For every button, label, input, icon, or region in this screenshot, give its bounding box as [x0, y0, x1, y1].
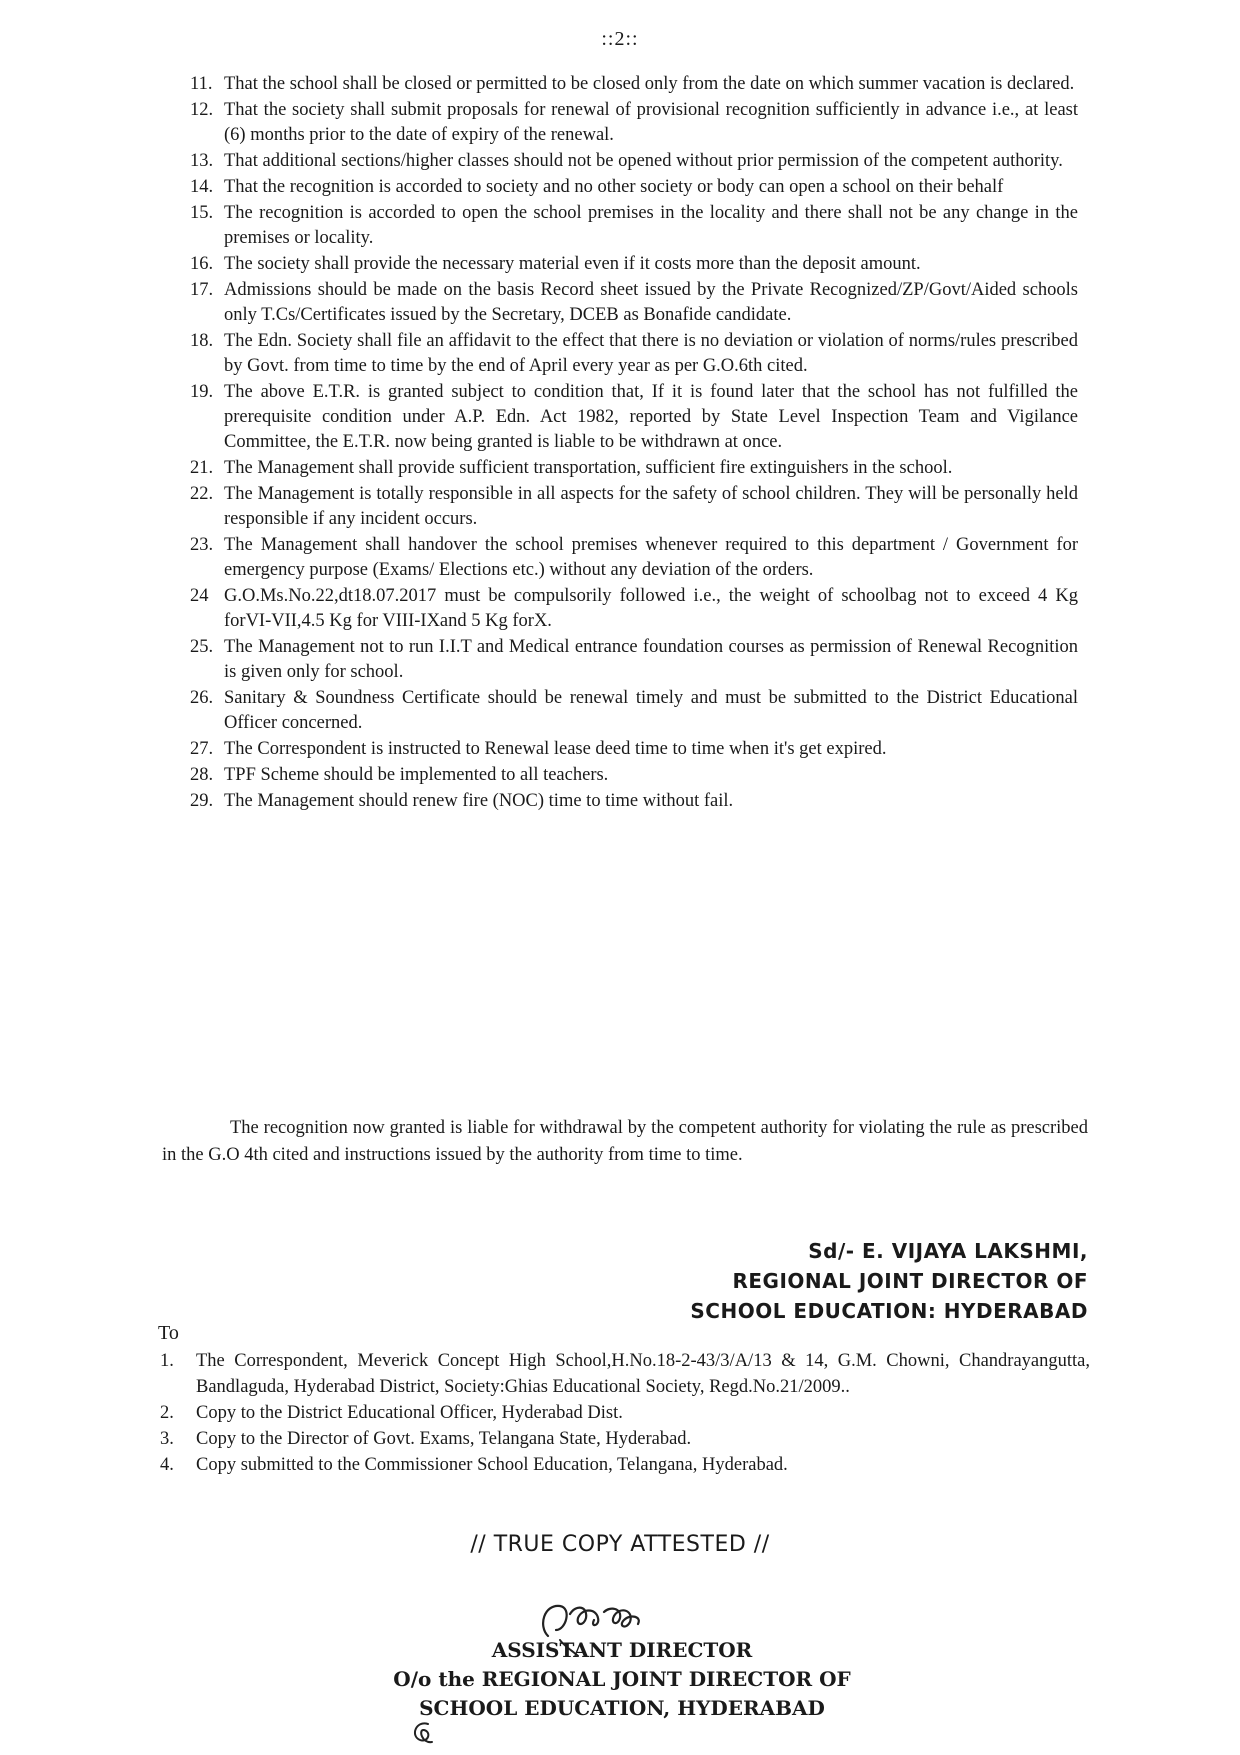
- condition-item: [190, 763, 1078, 788]
- condition-item-text: That the society shall submit proposals for renewal of provisional recognition sufficiently in advance i.e., at least (6) months prior to the date of expiry of the renewal.: [224, 100, 1078, 145]
- condition-item: [190, 533, 1078, 583]
- recipient-item-text: The Correspondent, Meverick Concept High School,H.No.18-2-43/3/A/13 & 14, G.M. Chowni, Chandrayangutta, Bandlaguda, Hyderabad District, Society:Ghias Educational Society, Regd.No.21/2009..: [196, 1351, 1090, 1397]
- condition-item-text: The Management is totally responsible in all aspects for the safety of school children. They will be personally held responsible if any incident occurs.: [224, 484, 1078, 529]
- condition-item-text: TPF Scheme should be implemented to all teachers.: [224, 765, 609, 785]
- condition-item: [190, 98, 1078, 148]
- condition-item: [190, 456, 1078, 481]
- true-copy-attested: // TRUE COPY ATTESTED //: [470, 1532, 770, 1557]
- handwritten-initial: [408, 1718, 438, 1748]
- condition-item-text: G.O.Ms.No.22,dt18.07.2017 must be compulsorily followed i.e., the weight of schoolbag not to exceed 4 Kg forVI-VII,4.5 Kg for VIII-IXand 5 Kg forX.: [224, 586, 1078, 631]
- condition-item-text: The society shall provide the necessary material even if it costs more than the deposit amount.: [224, 254, 921, 274]
- condition-item-number: 16.: [190, 254, 214, 274]
- recipient-item: [160, 1348, 1090, 1400]
- recipient-item-number: 3.: [160, 1429, 174, 1449]
- condition-item-number: 17.: [190, 280, 214, 300]
- recipient-item-text: Copy to the Director of Govt. Exams, Telangana State, Hyderabad.: [196, 1429, 692, 1449]
- condition-item: [190, 584, 1078, 634]
- condition-item-text: The above E.T.R. is granted subject to condition that, If it is found later that the school has not fulfilled the prerequisite condition under A.P. Edn. Act 1982, reported by State Level Inspection Team and Vigilance Committee, the E.T.R. now being granted is liable to be withdrawn at once.: [224, 382, 1078, 452]
- condition-item-number: 14.: [190, 177, 214, 197]
- signatory-name: Sd/- E. VIJAYA LAKSHMI,: [808, 1239, 1088, 1263]
- condition-item-text: Admissions should be made on the basis Record sheet issued by the Private Recognized/ZP/Govt/Aided schools only T.Cs/Certificates issued by the Secretary, DCEB as Bonafide candidate.: [224, 280, 1078, 325]
- condition-item: [190, 635, 1078, 685]
- condition-item: [190, 380, 1078, 455]
- condition-item-number: 24: [190, 586, 209, 606]
- recipient-item-number: 2.: [160, 1403, 174, 1423]
- condition-item-number: 21.: [190, 458, 214, 478]
- stamp-line2: O/o the REGIONAL JOINT DIRECTOR OF: [393, 1667, 851, 1691]
- condition-item-text: Sanitary & Soundness Certificate should be renewal timely and must be submitted to the District Educational Officer concerned.: [224, 688, 1078, 733]
- condition-item-number: 23.: [190, 535, 214, 555]
- condition-item-number: 27.: [190, 739, 214, 759]
- recipient-item-number: 1.: [160, 1351, 174, 1371]
- recipient-item: [160, 1400, 1090, 1426]
- condition-item-text: The Management shall provide sufficient transportation, sufficient fire extinguishers in the school.: [224, 458, 953, 478]
- condition-item-text: The Management should renew fire (NOC) time to time without fail.: [224, 791, 734, 811]
- signatory-title-line2: SCHOOL EDUCATION: HYDERABAD: [690, 1299, 1088, 1323]
- signatory-title-line1: REGIONAL JOINT DIRECTOR OF: [732, 1269, 1088, 1293]
- recipient-item: [160, 1426, 1090, 1452]
- stamp-line1: ASSISTANT DIRECTOR: [491, 1638, 753, 1662]
- condition-item-text: The Management not to run I.I.T and Medical entrance foundation courses as permission of Renewal Recognition is given only for school.: [224, 637, 1078, 682]
- conditions-list: [190, 72, 1078, 815]
- condition-item-number: 25.: [190, 637, 214, 657]
- condition-item: [190, 329, 1078, 379]
- page-number: ::2::: [601, 28, 639, 50]
- signatory-block: [600, 1236, 1088, 1326]
- closing-paragraph: The recognition now granted is liable for withdrawal by the competent authority for violating the rule as prescribed in the G.O 4th cited and instructions issued by the authority from time to time.: [162, 1118, 1088, 1165]
- condition-item-number: 11.: [190, 74, 213, 94]
- condition-item-number: 18.: [190, 331, 214, 351]
- condition-item-number: 26.: [190, 688, 214, 708]
- condition-item-number: 28.: [190, 765, 214, 785]
- recipient-item: [160, 1452, 1090, 1478]
- condition-item-text: The Correspondent is instructed to Renewal lease deed time to time when it's get expired.: [224, 739, 887, 759]
- condition-item-text: That the school shall be closed or permitted to be closed only from the date on which summer vacation is declared.: [224, 74, 1075, 94]
- condition-item: [190, 482, 1078, 532]
- condition-item-text: The Edn. Society shall file an affidavit to the effect that there is no deviation or violation of norms/rules prescribed by Govt. from time to time by the end of April every year as per G.O.6th cited.: [224, 331, 1078, 376]
- to-label: To: [158, 1322, 179, 1344]
- condition-item-number: 13.: [190, 151, 214, 171]
- condition-item: [190, 252, 1078, 277]
- attestation-stamp: [372, 1636, 872, 1723]
- condition-item: [190, 201, 1078, 251]
- condition-item: [190, 149, 1078, 174]
- condition-item: [190, 789, 1078, 814]
- condition-item: [190, 686, 1078, 736]
- condition-item-number: 19.: [190, 382, 214, 402]
- recipient-item-text: Copy to the District Educational Officer, Hyderabad Dist.: [196, 1403, 623, 1423]
- recipient-item-text: Copy submitted to the Commissioner School Education, Telangana, Hyderabad.: [196, 1455, 788, 1475]
- condition-item-text: That the recognition is accorded to society and no other society or body can open a school on their behalf: [224, 177, 1004, 197]
- condition-item-text: The recognition is accorded to open the school premises in the locality and there shall not be any change in the premises or locality.: [224, 203, 1078, 248]
- condition-item: [190, 72, 1078, 97]
- condition-item: [190, 278, 1078, 328]
- condition-item-number: 29.: [190, 791, 214, 811]
- condition-item-number: 15.: [190, 203, 214, 223]
- condition-item-number: 22.: [190, 484, 214, 504]
- stamp-line3: SCHOOL EDUCATION, HYDERABAD: [419, 1696, 825, 1720]
- condition-item: [190, 175, 1078, 200]
- condition-item-number: 12.: [190, 100, 214, 120]
- condition-item-text: The Management shall handover the school premises whenever required to this department / Government for emergency purpose (Exams/ Elections etc.) without any deviation of the orders.: [224, 535, 1078, 580]
- condition-item-text: That additional sections/higher classes should not be opened without prior permission of the competent authority.: [224, 151, 1063, 171]
- condition-item: [190, 737, 1078, 762]
- recipients-list: [160, 1348, 1090, 1478]
- recipient-item-number: 4.: [160, 1455, 174, 1475]
